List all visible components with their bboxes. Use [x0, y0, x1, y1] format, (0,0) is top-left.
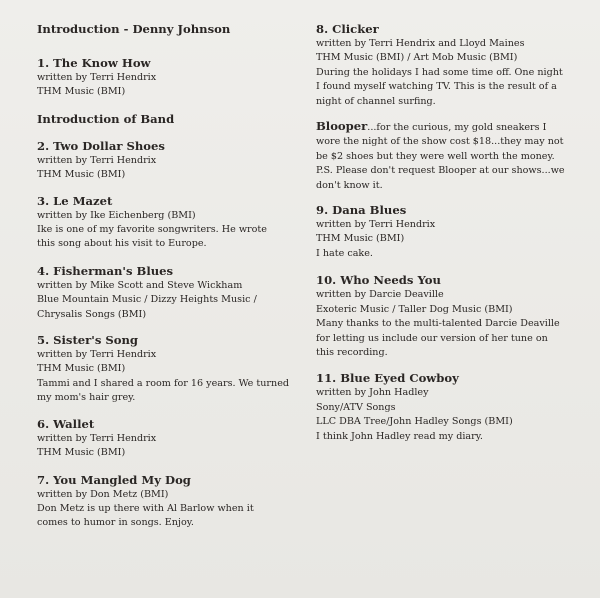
- track-note: for letting us include our version of her tune on: [316, 332, 548, 344]
- track-3: [37, 194, 299, 252]
- track-title: 4. Fisherman's Blues: [37, 263, 174, 278]
- blooper-title: Blooper: [316, 119, 368, 134]
- track-publisher: THM Music (BMI): [37, 447, 126, 459]
- track-publisher: Exoteric Music / Taller Dog Music (BMI): [316, 303, 513, 315]
- blooper-line: P.S. Please don't request Blooper at our shows...we: [316, 165, 565, 177]
- track-7: [37, 473, 299, 531]
- track-credit: written by Terri Hendrix: [37, 432, 157, 444]
- track-publisher: THM Music (BMI): [37, 363, 126, 375]
- track-credit: written by Terri Hendrix: [37, 72, 157, 83]
- track-title: 5. Sister's Song: [37, 333, 139, 348]
- track-publisher: THM Music (BMI): [37, 86, 126, 98]
- track-publisher: THM Music (BMI) / Art Mob Music (BMI): [316, 52, 518, 64]
- blooper-line: [316, 119, 584, 135]
- track-credit: written by John Hadley: [316, 387, 429, 399]
- track-title: 1. The Know How: [37, 56, 151, 70]
- track-title: 11. Blue Eyed Cowboy: [316, 371, 459, 386]
- track-10: [316, 273, 584, 360]
- track-note: During the holidays I had some time off. One night: [316, 66, 563, 78]
- track-credit: written by Mike Scott and Steve Wickham: [37, 279, 243, 291]
- track-credit: written by Ike Eichenberg (BMI): [37, 209, 196, 221]
- blooper-line: wore the night of the show cost $18...they may not: [316, 136, 564, 148]
- track-credit: written by Don Metz (BMI): [37, 488, 169, 500]
- track-title: 10. Who Needs You: [316, 273, 441, 288]
- track-title: 9. Dana Blues: [316, 203, 407, 218]
- track-note: comes to humor in songs. Enjoy.: [37, 517, 194, 529]
- track-note: this recording.: [316, 346, 388, 358]
- track-publisher: Sony/ATV Songs: [316, 401, 396, 413]
- blooper-line: be $2 shoes but they were well worth the money.: [316, 150, 555, 162]
- track-publisher: THM Music (BMI): [37, 169, 126, 181]
- track-publisher: LLC DBA Tree/John Hadley Songs (BMI): [316, 416, 513, 428]
- track-note: my mom's hair grey.: [37, 392, 136, 404]
- track-credit: written by Terri Hendrix: [316, 219, 436, 231]
- track-note: Many thanks to the multi-talented Darcie Deaville: [316, 318, 560, 330]
- track-2: [37, 139, 299, 183]
- track-credit: written by Terri Hendrix: [37, 349, 157, 361]
- band-intro-heading: Introduction of Band: [37, 111, 175, 126]
- track-publisher: Chrysalis Songs (BMI): [37, 308, 147, 320]
- track-note: I think John Hadley read my diary.: [316, 430, 483, 442]
- track-title: 6. Wallet: [37, 416, 95, 431]
- track-note: Ike is one of my favorite songwriters. He wrote: [37, 224, 267, 236]
- blooper-line: don't know it.: [316, 179, 383, 191]
- right-column: [316, 22, 584, 444]
- blooper-text: ...for the curious, my gold sneakers I: [367, 122, 547, 134]
- track-note: Tammi and I shared a room for 16 years. We turned: [37, 377, 290, 389]
- track-8: [316, 22, 584, 109]
- track-title: 2. Two Dollar Shoes: [37, 138, 165, 153]
- track-publisher: THM Music (BMI): [316, 233, 405, 245]
- track-title: 7. You Mangled My Dog: [37, 472, 191, 487]
- track-9: [316, 203, 584, 261]
- blooper-note: [316, 119, 584, 193]
- track-6: [37, 417, 299, 461]
- track-title: 8. Clicker: [316, 22, 379, 36]
- track-note: I hate cake.: [316, 247, 373, 259]
- track-publisher: Blue Mountain Music / Dizzy Heights Music /: [37, 294, 257, 306]
- track-note: night of channel surfing.: [316, 95, 436, 107]
- left-column: [37, 22, 299, 531]
- track-1: [37, 56, 299, 100]
- track-credit: written by Terri Hendrix and Lloyd Maines: [316, 38, 525, 49]
- track-credit: written by Darcie Deaville: [316, 289, 444, 301]
- track-11: [316, 371, 584, 444]
- track-note: this song about his visit to Europe.: [37, 238, 207, 250]
- track-4: [37, 264, 299, 322]
- track-credit: written by Terri Hendrix: [37, 154, 157, 166]
- track-5: [37, 333, 299, 406]
- track-note: I found myself watching TV. This is the result of a: [316, 81, 557, 93]
- track-note: Don Metz is up there with Al Barlow when it: [37, 502, 254, 514]
- track-title: 3. Le Mazet: [37, 193, 113, 208]
- intro-heading: Introduction - Denny Johnson: [37, 22, 231, 36]
